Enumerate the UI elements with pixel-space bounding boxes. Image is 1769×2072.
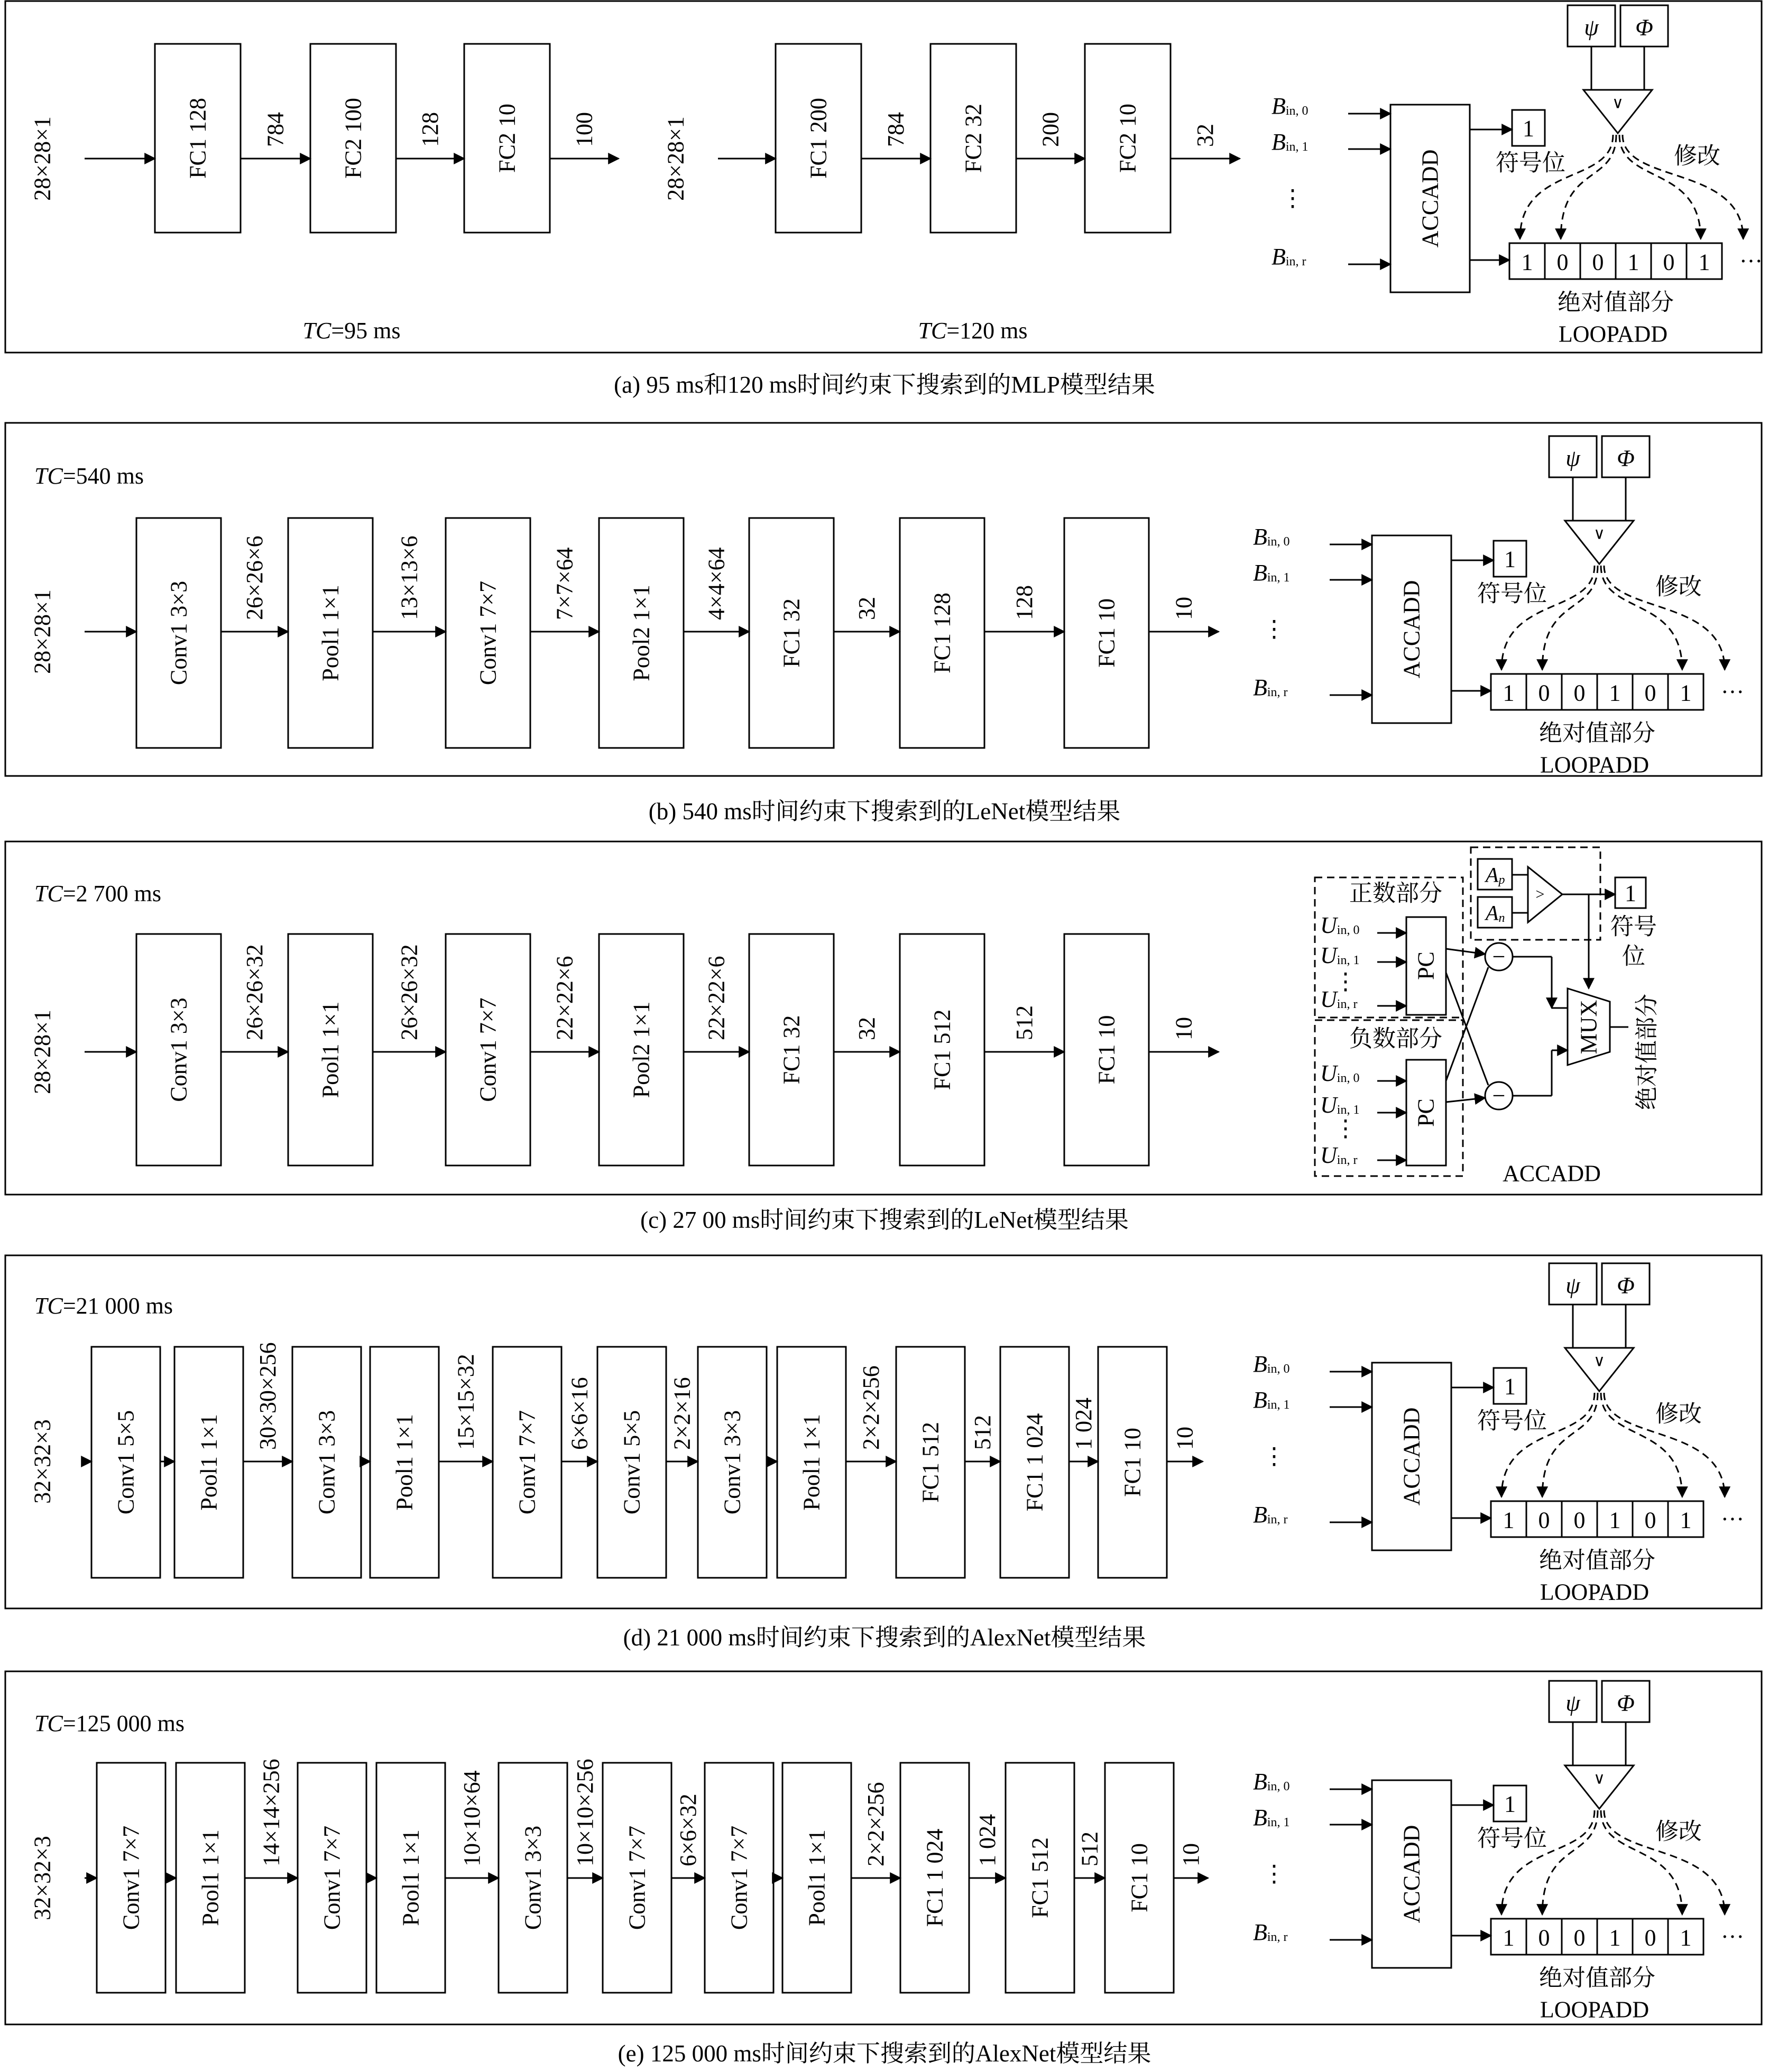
b-input-0	[1253, 1769, 1290, 1794]
input-size-label: 28×28×1	[29, 589, 56, 674]
bit-value: 1	[1503, 1925, 1515, 1951]
sign-label-2: 位	[1622, 943, 1645, 969]
u-input-1	[1320, 942, 1359, 968]
accadd-label: ACCADD	[1398, 1407, 1425, 1506]
tensor-size-label: 1 024	[974, 1814, 1000, 1866]
modify-label: 修改	[1655, 1818, 1702, 1845]
negative-part-label: 负数部分	[1349, 1025, 1442, 1052]
b-input-r	[1253, 674, 1288, 700]
symbol: B	[1253, 523, 1267, 550]
ellipsis: ···	[1721, 1923, 1744, 1950]
or-symbol: ∨	[1593, 1770, 1605, 1788]
layer-label: Pool2 1×1	[628, 1001, 655, 1098]
accadd-label: ACCADD	[1398, 580, 1425, 679]
layer-label: Conv1 7×7	[118, 1825, 144, 1930]
tc-symbol: TC	[34, 1292, 63, 1319]
layer-label: Conv1 7×7	[319, 1825, 345, 1930]
b-input-1	[1253, 1387, 1290, 1413]
modify-dashed-arrow	[1542, 1393, 1598, 1497]
layer-label: Pool1 1×1	[197, 1829, 224, 1926]
b-input-1	[1272, 129, 1309, 155]
tc-symbol: TC	[918, 317, 947, 344]
cmp-symbol: >	[1535, 885, 1545, 903]
symbol: B	[1253, 1386, 1267, 1413]
positive-part-label: 正数部分	[1349, 880, 1442, 906]
abs-part-label: 绝对值部分	[1539, 720, 1655, 746]
tensor-size-label: 26×26×32	[396, 944, 422, 1040]
layer-label: Pool1 1×1	[317, 585, 344, 681]
phi-symbol: Φ	[1617, 445, 1635, 471]
sign-bit-value: 1	[1504, 1373, 1516, 1400]
subscript: in, r	[1267, 1930, 1288, 1944]
u-input-0	[1320, 1060, 1359, 1086]
psi-symbol: ψ	[1565, 445, 1580, 471]
tensor-size-label: 32	[854, 1017, 880, 1040]
tensor-size-label: 2×2×256	[858, 1365, 884, 1450]
dots-icon: ⋮	[1263, 1443, 1286, 1469]
layer-label: Conv1 3×3	[165, 580, 192, 686]
ellipsis: ···	[1721, 1506, 1744, 1532]
tensor-size-label: 784	[883, 112, 909, 147]
symbol: B	[1253, 1501, 1267, 1528]
input-size-label: 32×32×3	[29, 1419, 56, 1504]
layer-label: FC1 10	[1126, 1843, 1153, 1912]
bit-value: 1	[1521, 249, 1533, 275]
input-size-label: 28×28×1	[662, 116, 689, 201]
or-symbol: ∨	[1593, 1352, 1605, 1370]
abs-part-label: 绝对值部分	[1539, 1547, 1655, 1574]
b-input-1	[1253, 1805, 1290, 1830]
bit-value: 0	[1663, 249, 1675, 275]
subscript: in, 1	[1337, 1103, 1360, 1117]
tc-symbol: TC	[34, 880, 63, 906]
bit-value: 1	[1680, 1507, 1692, 1533]
sign-label-1: 符号	[1610, 913, 1657, 940]
bit-value: 0	[1573, 1507, 1586, 1533]
loopadd-title: LOOPADD	[1540, 1996, 1650, 2023]
layer-label: FC1 10	[1093, 598, 1120, 668]
tensor-size-label: 15×15×32	[453, 1354, 479, 1450]
bit-value: 0	[1538, 1925, 1550, 1951]
pc-to-sub	[1446, 949, 1485, 954]
an-label: $A_n$	[1486, 901, 1505, 925]
sign-bit-label: 符号位	[1496, 150, 1565, 176]
b-input-r	[1253, 1919, 1288, 1945]
subscript: in, r	[1267, 1513, 1288, 1527]
sign-bit-value: 1	[1523, 115, 1534, 142]
layer-label: Conv1 7×7	[475, 997, 501, 1102]
tc-symbol: TC	[302, 317, 331, 344]
subscript: in, 0	[1267, 1362, 1290, 1376]
modify-dashed-arrow	[1542, 1810, 1598, 1914]
layer-label: FC1 32	[778, 598, 805, 668]
symbol: U	[1320, 942, 1337, 968]
tc-symbol: TC	[34, 1710, 63, 1736]
bit-value: 1	[1609, 1925, 1621, 1951]
tensor-size-label: 26×26×6	[242, 535, 268, 620]
bit-value: 0	[1592, 249, 1604, 275]
mux-label: MUX	[1575, 1000, 1602, 1054]
ellipsis: ···	[1739, 248, 1763, 274]
accadd-label: ACCADD	[1417, 149, 1443, 248]
panel-d	[5, 1255, 1762, 1651]
panel-caption: (d) 21 000 ms时间约束下搜索到的AlexNet模型结果	[623, 1624, 1146, 1651]
minus-symbol: −	[1492, 944, 1506, 970]
u-input-1	[1320, 1092, 1359, 1118]
modify-dashed-arrow	[1542, 566, 1598, 670]
ap-label: $A_p$	[1486, 863, 1505, 887]
layer-label: FC2 10	[494, 104, 520, 173]
layer-label: FC1 1 024	[1021, 1413, 1048, 1512]
dots-icon: ⋮	[1263, 1861, 1286, 1887]
layer-label: Pool2 1×1	[628, 585, 655, 681]
symbol: U	[1320, 912, 1337, 938]
layer-label: Pool1 1×1	[398, 1829, 424, 1926]
tensor-size-label: 512	[1011, 1005, 1037, 1040]
layer-label: Pool1 1×1	[317, 1001, 344, 1098]
layer-label: Conv1 5×5	[113, 1410, 139, 1515]
panel-b	[5, 423, 1762, 825]
layer-label: FC1 10	[1093, 1015, 1120, 1085]
dots-icon: ⋮	[1334, 968, 1357, 995]
layer-label: FC2 32	[960, 104, 987, 173]
bit-value: 1	[1627, 249, 1639, 275]
bit-value: 1	[1680, 680, 1692, 706]
sign-bit-label: 符号位	[1477, 1825, 1547, 1852]
symbol: B	[1253, 559, 1267, 586]
layer-label: FC2 10	[1114, 104, 1141, 173]
layer-label: Conv1 7×7	[726, 1825, 752, 1930]
or-symbol: ∨	[1612, 94, 1624, 112]
pc-to-sub	[1446, 1098, 1485, 1102]
b-input-r	[1272, 244, 1306, 270]
tensor-size-label: 10	[1171, 1017, 1197, 1040]
sign-bit-label: 符号位	[1477, 580, 1547, 607]
symbol: U	[1320, 1142, 1337, 1168]
time-constraint-label	[34, 1710, 185, 1736]
layer-label: Conv1 3×3	[314, 1410, 340, 1515]
minus-symbol: −	[1492, 1083, 1506, 1109]
subscript: in, r	[1337, 997, 1358, 1011]
input-size-label: 28×28×1	[29, 1010, 56, 1094]
subscript: n	[1498, 911, 1505, 925]
panel-e	[5, 1671, 1762, 2067]
tensor-size-label: 2×2×16	[669, 1377, 695, 1450]
tensor-size-label: 32	[854, 597, 880, 620]
subscript: in, 0	[1285, 104, 1309, 118]
ellipsis: ···	[1721, 679, 1744, 705]
layer-label: Conv1 5×5	[619, 1410, 645, 1515]
subscript: in, 0	[1337, 1071, 1360, 1085]
input-size-label: 32×32×3	[29, 1836, 56, 1920]
tensor-size-label: 1 024	[1071, 1398, 1097, 1450]
pc-label: PC	[1413, 951, 1439, 980]
dots-icon: ⋮	[1281, 185, 1304, 211]
bit-value: 1	[1609, 680, 1621, 706]
time-constraint-label	[303, 318, 401, 344]
phi-symbol: Φ	[1635, 14, 1653, 41]
accadd-title: ACCADD	[1503, 1160, 1601, 1187]
bit-value: 0	[1644, 1507, 1656, 1533]
bit-value: 0	[1644, 680, 1656, 706]
sign-bit-value: 1	[1504, 546, 1516, 572]
layer-label: Conv1 7×7	[624, 1825, 650, 1930]
comparator	[1528, 867, 1562, 922]
modify-label: 修改	[1655, 574, 1702, 600]
sign-bit-label: 符号位	[1477, 1408, 1547, 1434]
time-constraint-label	[34, 881, 161, 906]
bit-value: 0	[1644, 1925, 1656, 1951]
modify-dashed-arrow	[1561, 135, 1616, 239]
u-input-0	[1320, 912, 1359, 938]
sign-bit-value: 1	[1504, 1791, 1516, 1817]
subscript: in, r	[1267, 686, 1288, 699]
panel-frame	[5, 1, 1762, 353]
modify-label: 修改	[1655, 1401, 1702, 1427]
or-symbol: ∨	[1593, 525, 1605, 543]
symbol: B	[1272, 92, 1286, 119]
tensor-size-label: 4×4×64	[703, 547, 730, 620]
time-constraint-label	[34, 463, 144, 489]
layer-label: FC1 128	[929, 593, 955, 673]
subscript: in, 0	[1267, 1780, 1290, 1793]
bit-value: 0	[1556, 249, 1569, 275]
tensor-size-label: 10×10×64	[459, 1770, 485, 1866]
cross-wire	[1446, 973, 1488, 1085]
layer-label: Conv1 7×7	[514, 1410, 540, 1515]
symbol: U	[1320, 1060, 1337, 1086]
time-constraint-label	[918, 318, 1028, 344]
modify-label: 修改	[1674, 143, 1720, 169]
tensor-size-label: 128	[1011, 585, 1037, 620]
sign-bit-value: 1	[1625, 880, 1636, 906]
b-input-0	[1253, 524, 1290, 550]
panel-a	[5, 1, 1763, 398]
b-input-1	[1253, 560, 1290, 586]
u-input-r	[1320, 1142, 1357, 1168]
loopadd-title: LOOPADD	[1540, 752, 1650, 778]
abs-part-label: 绝对值部分	[1539, 1965, 1655, 1991]
tensor-size-label: 22×22×6	[551, 956, 578, 1040]
bit-value: 1	[1680, 1925, 1692, 1951]
layer-label: Pool1 1×1	[798, 1414, 825, 1511]
tensor-size-label: 13×13×6	[396, 535, 422, 620]
tensor-size-label: 128	[417, 112, 443, 147]
layer-label: FC1 512	[917, 1422, 944, 1503]
tensor-size-label: 22×22×6	[703, 956, 730, 1040]
bit-value: 0	[1538, 680, 1550, 706]
panel-c	[5, 841, 1762, 1233]
panel-caption: (a) 95 ms和120 ms时间约束下搜索到的MLP模型结果	[614, 372, 1155, 398]
psi-symbol: ψ	[1584, 14, 1599, 41]
dots-icon: ⋮	[1263, 616, 1286, 642]
b-input-r	[1253, 1502, 1288, 1528]
layer-label: FC1 512	[929, 1009, 955, 1090]
subscript: in, 1	[1285, 140, 1309, 154]
symbol: U	[1320, 1092, 1337, 1118]
tensor-size-label: 100	[571, 112, 597, 147]
subscript: in, 0	[1267, 535, 1290, 549]
b-input-0	[1253, 1351, 1290, 1377]
symbol: B	[1253, 674, 1267, 700]
layer-label: FC1 10	[1119, 1428, 1146, 1497]
symbol: B	[1253, 1804, 1267, 1830]
tc-symbol: TC	[34, 462, 63, 489]
b-input-0	[1272, 93, 1309, 119]
phi-symbol: Φ	[1617, 1272, 1635, 1299]
panel-caption: (c) 27 00 ms时间约束下搜索到的LeNet模型结果	[640, 1207, 1129, 1233]
layer-label: Pool1 1×1	[804, 1829, 830, 1926]
layer-label: Conv1 3×3	[719, 1410, 745, 1515]
tensor-size-label: 6×6×16	[566, 1377, 593, 1450]
time-constraint-label	[34, 1293, 173, 1319]
dots-icon: ⋮	[1334, 1115, 1357, 1142]
abs-part-label: 绝对值部分	[1634, 994, 1660, 1110]
tensor-size-label: 200	[1037, 112, 1064, 147]
tensor-size-label: 512	[1076, 1832, 1103, 1866]
tensor-size-label: 6×6×32	[675, 1793, 701, 1866]
tensor-size-label: 2×2×256	[863, 1782, 889, 1866]
layer-label: FC1 1 024	[922, 1828, 948, 1927]
tensor-size-label: 10	[1178, 1843, 1204, 1866]
symbol: B	[1253, 1350, 1267, 1377]
accadd-label: ACCADD	[1398, 1825, 1425, 1923]
panel-caption: (e) 125 000 ms时间约束下搜索到的AlexNet模型结果	[618, 2040, 1151, 2067]
loopadd-title: LOOPADD	[1540, 1579, 1650, 1605]
symbol: B	[1253, 1919, 1267, 1945]
subscript: in, 1	[1267, 571, 1290, 585]
layer-label: FC2 100	[340, 98, 366, 179]
symbol: B	[1253, 1768, 1267, 1794]
subscript: in, 1	[1337, 954, 1360, 967]
layer-label: FC1 128	[185, 98, 211, 179]
panel-caption: (b) 540 ms时间约束下搜索到的LeNet模型结果	[648, 798, 1121, 825]
tc-value: =2 700 ms	[62, 880, 161, 906]
tensor-size-label: 26×26×32	[242, 944, 268, 1040]
bit-value: 0	[1573, 680, 1586, 706]
layer-label: Conv1 7×7	[475, 580, 501, 686]
tensor-size-label: 32	[1192, 124, 1218, 147]
tensor-size-label: 10	[1172, 1427, 1198, 1450]
tensor-size-label: 512	[970, 1415, 996, 1450]
bit-value: 1	[1609, 1507, 1621, 1533]
layer-label: FC1 32	[778, 1015, 805, 1085]
input-size-label: 28×28×1	[29, 116, 56, 201]
tc-value: =125 000 ms	[62, 1710, 185, 1736]
bit-value: 0	[1538, 1507, 1550, 1533]
subscript: in, r	[1285, 255, 1306, 269]
subscript: p	[1498, 873, 1505, 887]
tensor-size-label: 30×30×256	[255, 1342, 281, 1450]
tensor-size-label: 14×14×256	[258, 1759, 284, 1866]
bit-value: 1	[1503, 680, 1515, 706]
tensor-size-label: 784	[262, 112, 289, 147]
layer-label: FC1 200	[805, 98, 832, 179]
cross-wire	[1446, 967, 1488, 1081]
symbol: U	[1320, 986, 1337, 1012]
bit-value: 1	[1503, 1507, 1515, 1533]
tensor-size-label: 10	[1171, 597, 1197, 620]
layer-label: Conv1 3×3	[520, 1825, 546, 1930]
phi-symbol: Φ	[1617, 1690, 1635, 1716]
abs-part-label: 绝对值部分	[1558, 289, 1674, 316]
subscript: in, 1	[1267, 1816, 1290, 1829]
subscript: in, r	[1337, 1153, 1358, 1167]
loopadd-title: LOOPADD	[1558, 321, 1668, 347]
tc-value: =95 ms	[331, 317, 401, 344]
panel-frame	[5, 841, 1762, 1195]
tensor-size-label: 10×10×256	[572, 1759, 598, 1866]
tc-value: =540 ms	[62, 462, 144, 489]
tensor-size-label: 7×7×64	[551, 547, 578, 620]
bit-value: 1	[1698, 249, 1710, 275]
layer-label: Conv1 3×3	[165, 997, 192, 1102]
tc-value: =21 000 ms	[62, 1292, 173, 1319]
subscript: in, 0	[1337, 923, 1360, 937]
layer-label: Pool1 1×1	[391, 1414, 418, 1511]
layer-label: FC1 512	[1027, 1837, 1053, 1918]
symbol: B	[1272, 128, 1286, 155]
pc-label: PC	[1413, 1098, 1439, 1127]
subscript: in, 1	[1267, 1398, 1290, 1412]
layer-label: Pool1 1×1	[196, 1414, 222, 1511]
bit-value: 0	[1573, 1925, 1586, 1951]
symbol: B	[1272, 243, 1286, 270]
tc-value: =120 ms	[946, 317, 1028, 344]
psi-symbol: ψ	[1565, 1690, 1580, 1716]
psi-symbol: ψ	[1565, 1272, 1580, 1299]
